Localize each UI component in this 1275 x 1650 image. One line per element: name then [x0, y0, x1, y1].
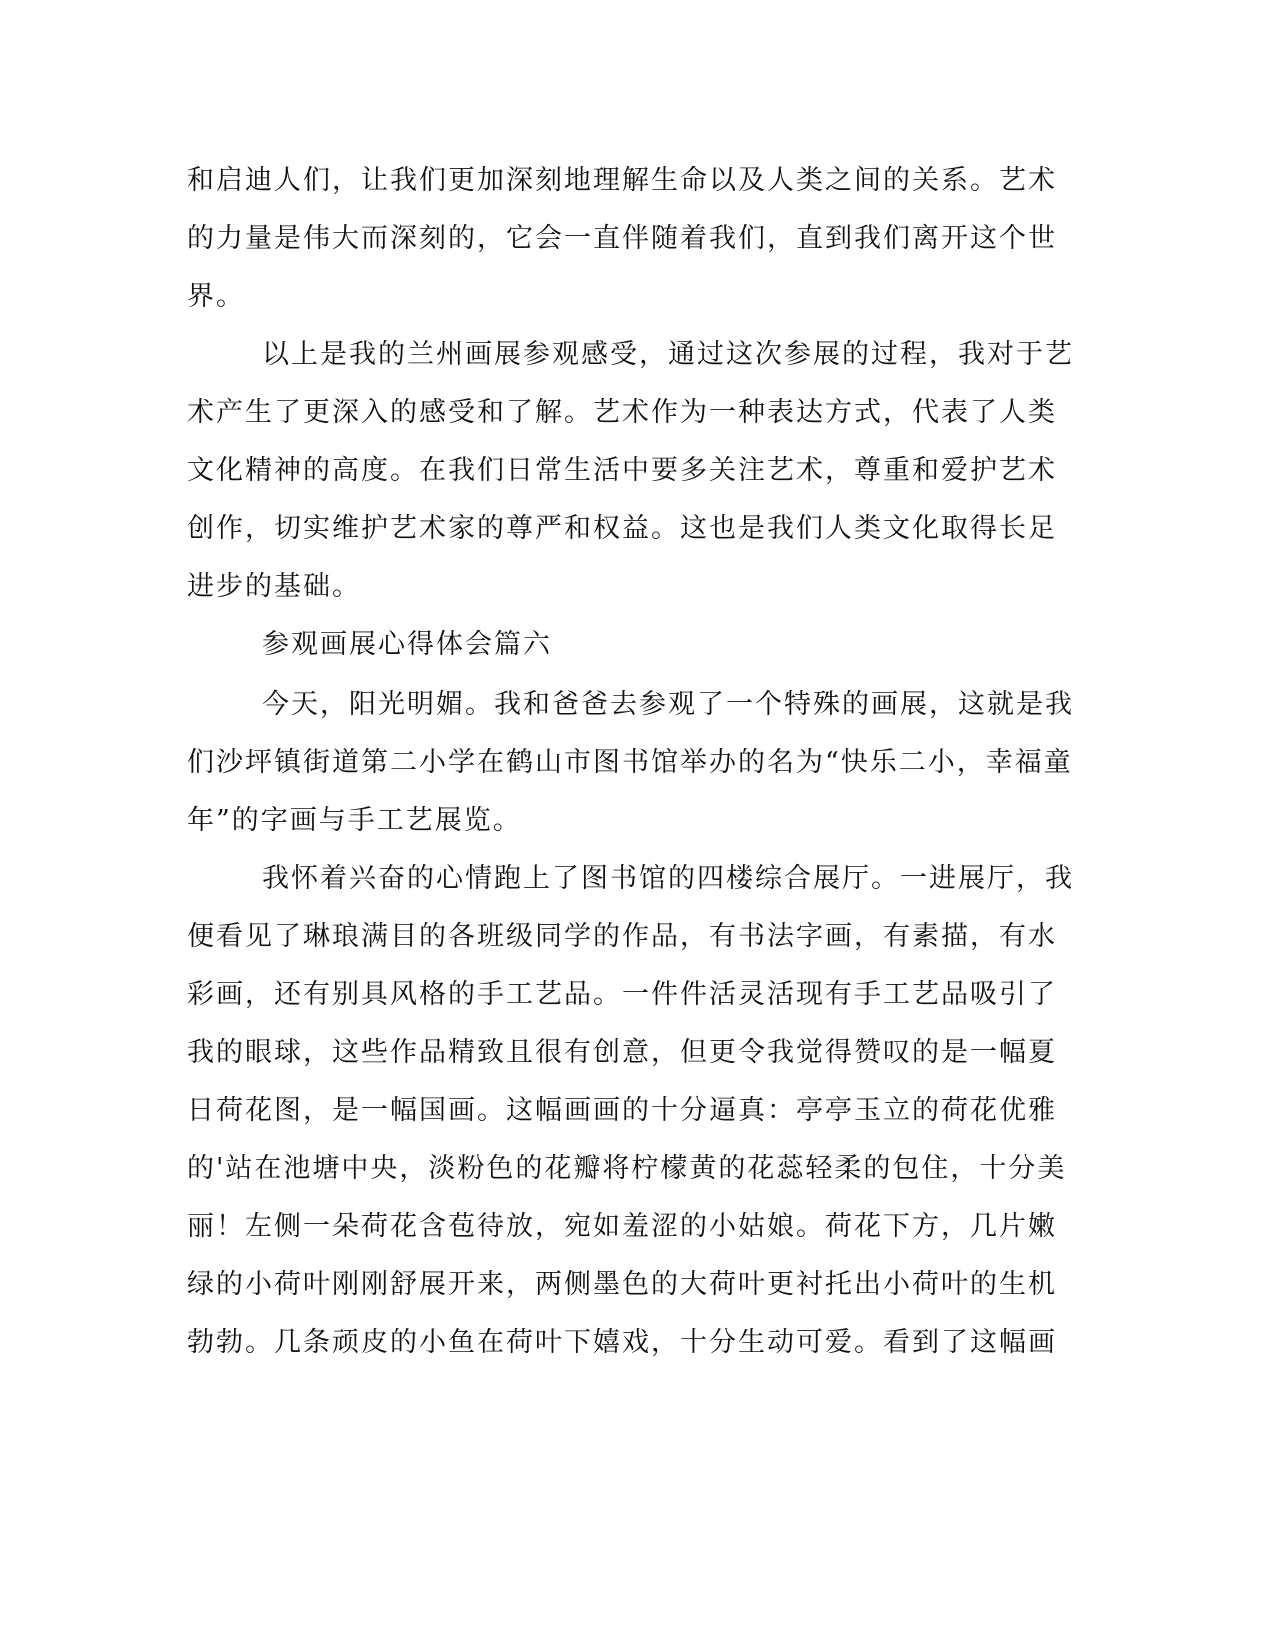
section-heading: 参观画展心得体会篇六 — [262, 629, 552, 660]
text-line: 勃勃。几条顽皮的小鱼在荷叶下嬉戏，十分生动可爱。看到了这幅画 — [187, 1327, 1057, 1358]
text-line: 绿的小荷叶刚刚舒展开来，两侧墨色的大荷叶更衬托出小荷叶的生机 — [187, 1269, 1057, 1300]
text-line: 术产生了更深入的感受和了解。艺术作为一种表达方式，代表了人类 — [187, 397, 1057, 428]
text-line: 们沙坪镇街道第二小学在鹤山市图书馆举办的名为“快乐二小，幸福童 — [187, 747, 1073, 778]
text-line: 文化精神的高度。在我们日常生活中要多关注艺术，尊重和爱护艺术 — [187, 455, 1057, 486]
text-line: 便看见了琳琅满目的各班级同学的作品，有书法字画，有素描，有水 — [187, 921, 1057, 952]
text-line: 创作，切实维护艺术家的尊严和权益。这也是我们人类文化取得长足 — [187, 513, 1057, 544]
text-line: 的'站在池塘中央，淡粉色的花瓣将柠檬黄的花蕊轻柔的包住，十分美 — [187, 1153, 1067, 1184]
text-line: 丽！左侧一朵荷花含苞待放，宛如羞涩的小姑娘。荷花下方，几片嫩 — [187, 1211, 1057, 1242]
text-line: 彩画，还有别具风格的手工艺品。一件件活灵活现有手工艺品吸引了 — [187, 979, 1057, 1010]
text-line: 以上是我的兰州画展参观感受，通过这次参展的过程，我对于艺 — [262, 339, 1074, 370]
text-line: 日荷花图，是一幅国画。这幅画画的十分逼真：亭亭玉立的荷花优雅 — [187, 1095, 1057, 1126]
text-line: 我的眼球，这些作品精致且很有创意，但更令我觉得赞叹的是一幅夏 — [187, 1037, 1057, 1068]
text-line: 我怀着兴奋的心情跑上了图书馆的四楼综合展厅。一进展厅，我 — [262, 863, 1074, 894]
text-line: 今天，阳光明媚。我和爸爸去参观了一个特殊的画展，这就是我 — [262, 689, 1074, 720]
text-line: 界。 — [187, 281, 245, 312]
text-line: 进步的基础。 — [187, 571, 361, 602]
text-line: 和启迪人们，让我们更加深刻地理解生命以及人类之间的关系。艺术 — [187, 165, 1057, 196]
text-line: 的力量是伟大而深刻的，它会一直伴随着我们，直到我们离开这个世 — [187, 223, 1057, 254]
text-line: 年”的字画与手工艺展览。 — [187, 805, 522, 836]
